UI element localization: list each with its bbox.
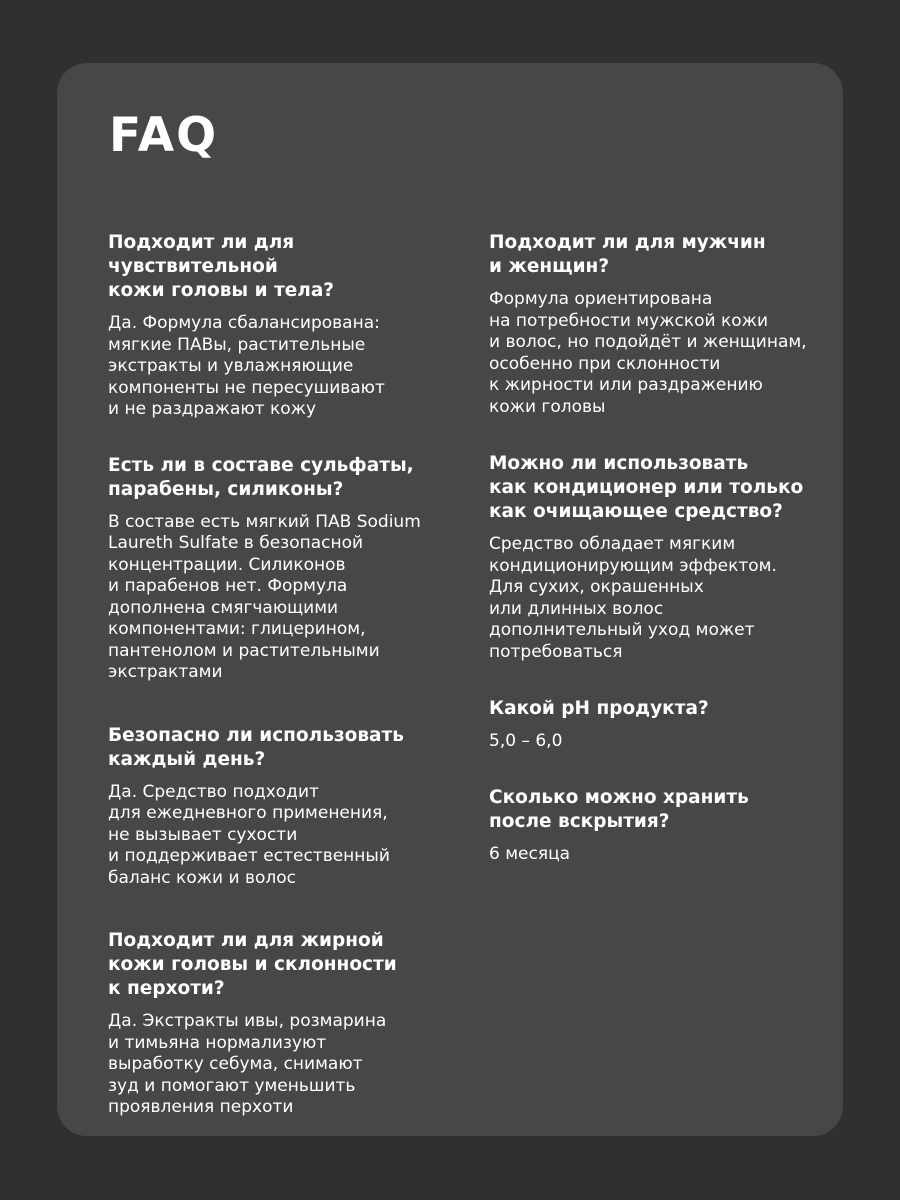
faq-item-shelf-life <box>489 786 819 866</box>
faq-question: Подходит ли для жирной кожи головы и склонности к перхоти? <box>108 930 397 999</box>
faq-answer: 5,0 – 6,0 <box>489 731 563 751</box>
faq-question: Можно ли использовать как кондиционер или только как очищающее средство? <box>489 453 804 522</box>
faq-question: Какой pH продукта? <box>489 698 709 719</box>
faq-column-left <box>108 231 470 1119</box>
faq-question: Подходит ли для чувствительной кожи головы и тела? <box>108 232 335 301</box>
faq-column-right <box>489 231 819 865</box>
faq-item-oily-scalp <box>108 929 470 1119</box>
faq-item-conditioner <box>489 452 819 663</box>
faq-question: Безопасно ли использовать каждый день? <box>108 724 404 770</box>
faq-item-men-women <box>489 231 819 418</box>
faq-question: Есть ли в составе сульфаты, парабены, силиконы? <box>108 454 414 500</box>
faq-answer: Да. Экстракты ивы, розмарина и тимьяна нормализуют выработку себума, снимают зуд и помогают уменьшить проявления перхоти <box>108 1011 387 1117</box>
faq-question: Сколько можно хранить после вскрытия? <box>489 786 749 832</box>
faq-question: Подходит ли для мужчин и женщин? <box>489 232 766 277</box>
faq-item-sensitive-skin <box>108 231 470 421</box>
faq-answer: В составе есть мягкий ПАВ Sodium Laureth Sulfate в безопасной концентрации. Силиконов и парабенов нет. Формула дополнена смягчающими компонентами: глицерином, пантенолом и растительными экстрактами <box>108 511 421 682</box>
faq-answer: Средство обладает мягким кондиционирующим эффектом. Для сухих, окрашенных или длинных волос дополнительный уход может потребоваться <box>489 534 777 662</box>
faq-answer: Формула ориентирована на потребности мужской кожи и волос, но подойдёт и женщинам, особенно при склонности к жирности или раздражению кожи головы <box>489 289 807 417</box>
faq-item-ph <box>489 697 819 753</box>
page-title: FAQ <box>109 108 219 163</box>
faq-answer: Да. Формула сбалансирована: мягкие ПАВы, растительные экстракты и увлажняющие компоненты не пересушивают и не раздражают кожу <box>108 313 385 419</box>
faq-item-daily-use <box>108 724 470 890</box>
faq-answer: 6 месяца <box>489 843 571 864</box>
faq-answer: Да. Средство подходит для ежедневного применения, не вызывает сухости и поддерживает естественный баланс кожи и волос <box>108 781 390 888</box>
faq-item-composition <box>108 454 470 684</box>
